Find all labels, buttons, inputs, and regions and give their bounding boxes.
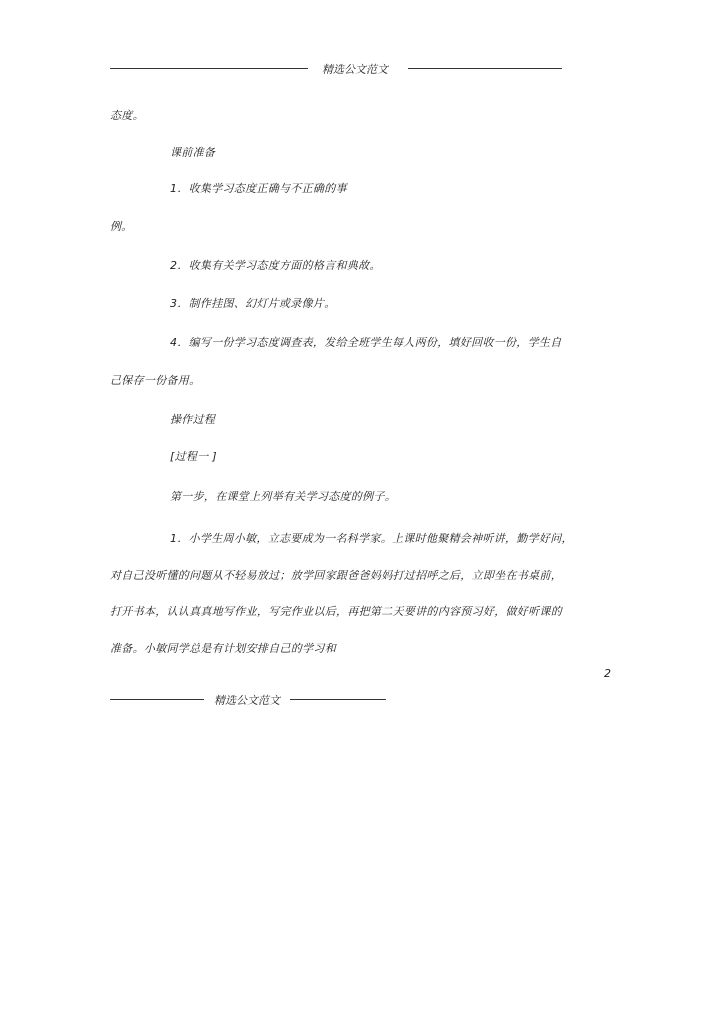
- list-item: 4．编写一份学习态度调查表，发给全班学生每人两份，填好回收一份，学生自: [170, 336, 562, 349]
- list-item: 2．收集有关学习态度方面的格言和典故。: [170, 259, 381, 272]
- footer-rule-right: [290, 699, 386, 700]
- list-item: 3．制作挂图、幻灯片或录像片。: [170, 297, 336, 310]
- page-header: [110, 61, 562, 77]
- body-line: 第一步，在课堂上列举有关学习态度的例子。: [170, 490, 396, 503]
- footer-title: 精选公文范文: [214, 694, 280, 707]
- page-number: 2: [604, 667, 611, 680]
- subsection-heading: [过程一 ]: [170, 450, 217, 463]
- header-rule-right: [408, 68, 562, 69]
- body-line: 对自己没听懂的问题从不轻易放过；放学回家跟爸爸妈妈打过招呼之后，立即坐在书桌前，: [110, 569, 562, 582]
- section-heading: 课前准备: [170, 146, 216, 159]
- list-item: 1．小学生周小敏，立志要成为一名科学家。上课时他聚精会神听讲，勤学好问，: [170, 532, 573, 545]
- list-item: 1．收集学习态度正确与不正确的事: [170, 182, 347, 195]
- body-line: 例。: [110, 220, 133, 233]
- body-line: 准备。小敏同学总是有计划安排自己的学习和: [110, 642, 336, 655]
- footer-rule-left: [110, 699, 204, 700]
- page-footer: [110, 692, 386, 708]
- section-heading: 操作过程: [170, 413, 216, 426]
- body-line: 态度。: [110, 109, 144, 122]
- header-rule-left: [110, 68, 308, 69]
- body-line: 打开书本，认认真真地写作业，写完作业以后，再把第二天要讲的内容预习好，做好听课的: [110, 605, 562, 618]
- body-line: 己保存一份备用。: [110, 374, 201, 387]
- header-title: 精选公文范文: [322, 63, 388, 76]
